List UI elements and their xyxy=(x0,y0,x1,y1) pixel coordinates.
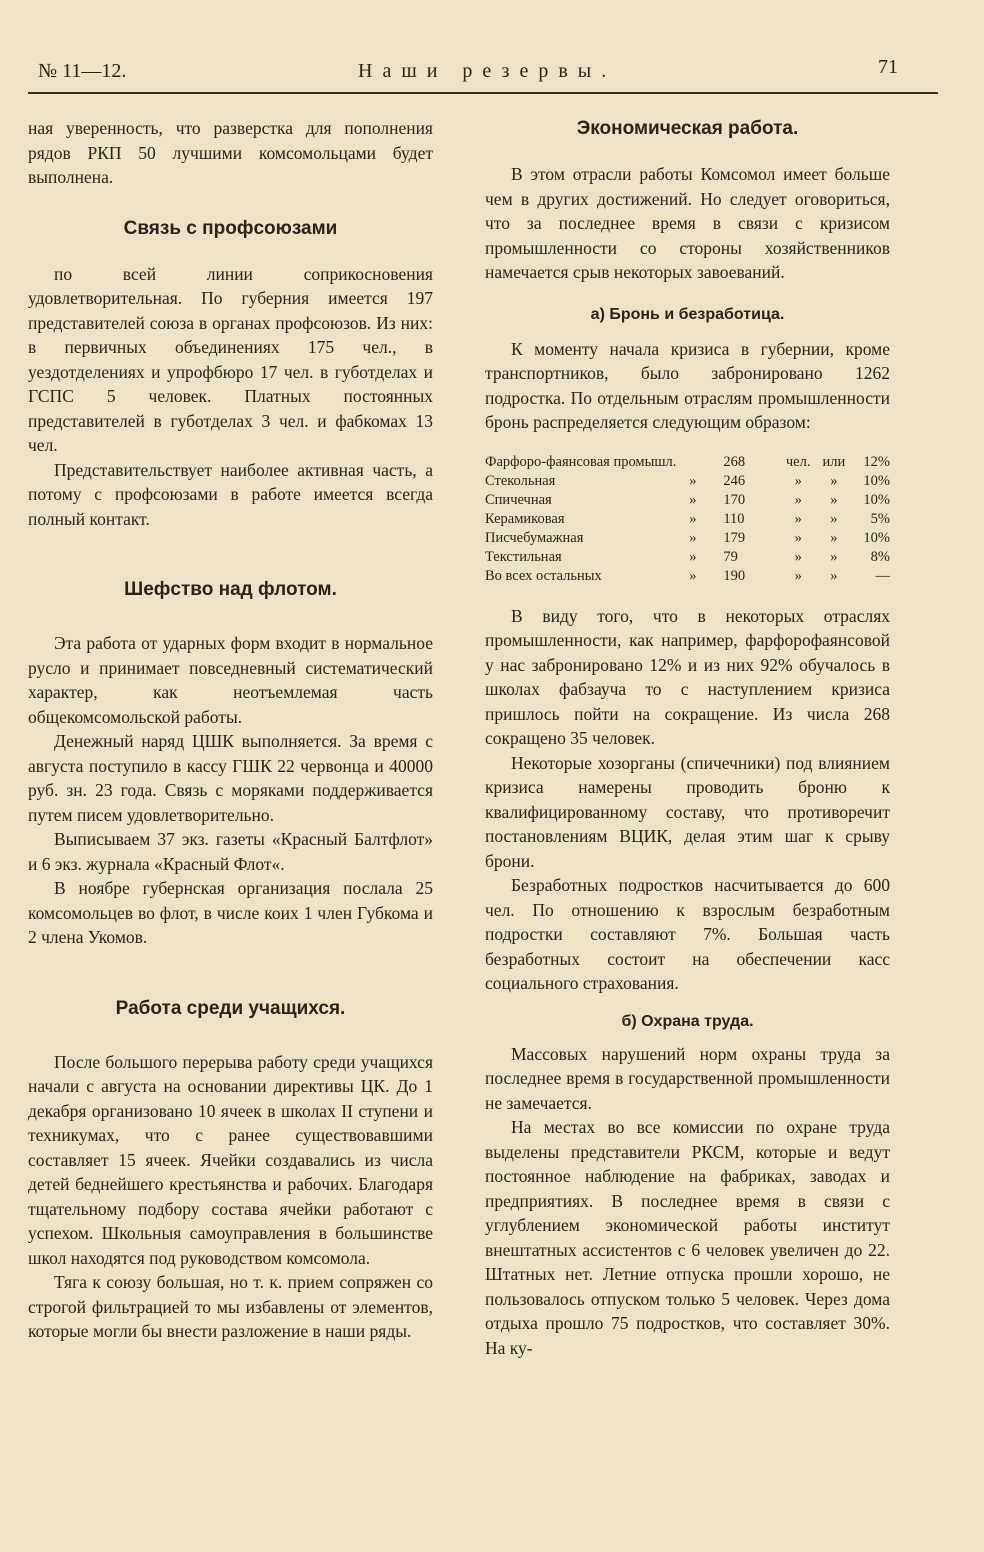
table-row xyxy=(485,529,890,548)
ditto-mark: » xyxy=(689,510,697,527)
unit-label: » xyxy=(794,567,802,584)
table-row xyxy=(485,567,890,586)
page-header xyxy=(28,56,938,88)
running-title: Наши резервы. xyxy=(358,60,617,82)
reserved-count: 79 xyxy=(723,548,738,565)
or-label: » xyxy=(830,472,838,489)
reserved-count: 190 xyxy=(723,567,746,584)
percent-value: 10% xyxy=(863,491,890,508)
paragraph: Некоторые хозорганы (спичечники) под влиянием кризиса намерены проводить броню к квалифицированному составу, что противоречит постановлениям ВЦИК, делая этим шаг к срыву брони. xyxy=(485,752,890,871)
paragraph: На местах во все комиссии по охране труда выделены представители РКСМ, которые и ведут постоянное наблюдение на фабриках, заводах и предприятиях. В последнее время в связи с углублением экономической работы институт внештатных ассистентов с 6 человек увеличен до 22. Штатных нет. Летние отпуска прошли хорошо, не пользовалось отпуском только 5 человек. Через дома отдыха прошло 75 подростков, что составляет 30%. На ку- xyxy=(485,1117,890,1358)
ditto-mark: » xyxy=(689,472,697,489)
ditto-mark: » xyxy=(689,548,697,565)
ditto-mark xyxy=(676,453,709,472)
unit-label: » xyxy=(794,510,802,527)
reserved-count: 268 xyxy=(723,453,746,470)
or-label: » xyxy=(830,567,838,584)
table-row xyxy=(485,472,890,491)
percent-value: 10% xyxy=(863,529,890,546)
table-row xyxy=(485,548,890,567)
industry-name: Фарфоро-фаянсовая промышл. xyxy=(485,453,677,470)
paragraph: К моменту начала кризиса в губернии, кроме транспортников, было забронировано 1262 подростка. По отдельным отраслям промышленности бронь распределяется следующим образом: xyxy=(485,338,890,432)
unit-label: » xyxy=(794,491,802,508)
ditto-mark: » xyxy=(689,567,697,584)
ditto-mark: » xyxy=(689,491,697,508)
paragraph: Выписываем 37 экз. газеты «Красный Балтфлот» и 6 экз. журнала «Красный Флот«. xyxy=(28,829,433,874)
section-title: Шефство над флотом. xyxy=(124,579,337,600)
paragraph: В ноябре губернская организация послала 25 комсомольцев во флот, в числе коих 1 член Губкома и 2 члена Укомов. xyxy=(28,878,433,947)
table-row xyxy=(485,491,890,510)
or-label: » xyxy=(830,548,838,565)
subsection-title: а) Бронь и безработица. xyxy=(590,305,785,323)
paragraph: Представительствует наиболее активная часть, а потому с профсоюзами в работе имеется всегда полный контакт. xyxy=(28,459,433,529)
or-label: » xyxy=(830,510,838,527)
table-row xyxy=(485,453,890,472)
paragraph: В виду того, что в некоторых отраслях промышленности, как например, фарфорофаянсовой у нас забронировано 12% и из них 92% обучалось в школах фабзауча то с наступлением кризиса пришлось пойти на сокращение. Из числа 268 сокращено 35 человек. xyxy=(485,605,890,748)
percent-value: 12% xyxy=(863,453,890,470)
industry-name: Стекольная xyxy=(485,472,556,489)
industry-name: Спичечная xyxy=(485,491,552,508)
left-column xyxy=(28,116,433,1344)
paragraph: по всей линии соприкосновения удовлетворительная. По губерния имеется 197 представителей союза в органах профсоюзов. Из них: в первичных объединениях 175 чел., в уездотделениях и упрофбюро 17 чел. в губотделах и ГСПС 5 человек. Платных постоянных представителей в губотделах 3 чел. и фабкомах 13 чел. xyxy=(28,263,433,455)
paragraph: ная уверенность, что разверстка для пополнения рядов РКП 50 лучшими комсомольцами будет выполнена. xyxy=(28,118,433,187)
percent-value: 5% xyxy=(870,510,890,527)
or-label: » xyxy=(830,491,838,508)
reserved-count: 246 xyxy=(723,472,746,489)
industry-name: Керамиковая xyxy=(485,510,565,527)
paragraph: Эта работа от ударных форм входит в нормальное русло и принимает повседневный систематический характер, как неотъемлемая часть общекомсомольской работы. xyxy=(28,633,433,727)
or-label: » xyxy=(830,529,838,546)
paragraph: Денежный наряд ЦШК выполняется. За время с августа поступило в кассу ГШК 22 червонца и 40000 руб. зн. 23 года. Связь с моряками поддерживается путем писем удовлетворительно. xyxy=(28,731,433,825)
paragraph: В этом отрасли работы Комсомол имеет больше чем в других достижений. Но следует оговориться, что за последнее время в связи с кризисом промышленности со стороны хозяйственников намечается срыв некоторых завоеваний. xyxy=(485,164,890,282)
header-rule xyxy=(28,92,938,94)
industry-name: Текстильная xyxy=(485,548,562,565)
section-title: Экономическая работа. xyxy=(576,118,799,139)
industry-name: Во всех остальных xyxy=(485,567,602,584)
ditto-mark: » xyxy=(689,529,697,546)
reserved-count: 179 xyxy=(723,529,746,546)
reservation-table xyxy=(485,453,890,586)
reserved-count: 170 xyxy=(723,491,746,508)
unit-label: » xyxy=(794,472,802,489)
section-title: Связь с профсоюзами xyxy=(123,217,338,239)
percent-value: 8% xyxy=(870,548,890,565)
percent-value: 10% xyxy=(863,472,890,489)
reserved-count: 110 xyxy=(723,510,745,527)
table-row xyxy=(485,510,890,529)
unit-label: » xyxy=(794,548,802,565)
paragraph: Безработных подростков насчитывается до 600 чел. По отношению к взрослым безработным подростки составляют 7%. Большая часть безработных состоит на обеспечении касс социального страхования. xyxy=(485,875,890,993)
subsection-title: б) Охрана труда. xyxy=(621,1012,754,1030)
paragraph: После большого перерыва работу среди учащихся начали с августа на основании директивы ЦК. До 1 декабря организовано 10 ячеек в школах II ступени и техникумах, что с ранее существовавшими составляет 15 ячеек. Ячейки создавались из числа детей беднейшего крестьянства и рабочих. Благодаря тщательному подбору состава ячейки работают с успехом. Школьныя самоуправления в большинстве школ находятся под руководством комсомола. xyxy=(28,1051,433,1268)
paragraph: Тяга к союзу большая, но т. к. прием сопряжен со строгой фильтрацией то мы избавлены от элементов, которые могли бы внести разложение в наши ряды. xyxy=(28,1272,433,1341)
paragraph: Массовых нарушений норм охраны труда за последнее время в государственной промышленности не замечается. xyxy=(485,1043,890,1113)
or-label: или xyxy=(822,453,846,470)
unit-label: чел. xyxy=(785,453,811,470)
right-column xyxy=(485,116,890,1360)
page-number: 71 xyxy=(878,56,898,78)
industry-name: Писчебумажная xyxy=(485,529,584,546)
issue-number: № 11—12. xyxy=(38,60,127,82)
section-title: Работа среди учащихся. xyxy=(115,997,346,1019)
percent-value: — xyxy=(875,567,890,584)
unit-label: » xyxy=(794,529,802,546)
